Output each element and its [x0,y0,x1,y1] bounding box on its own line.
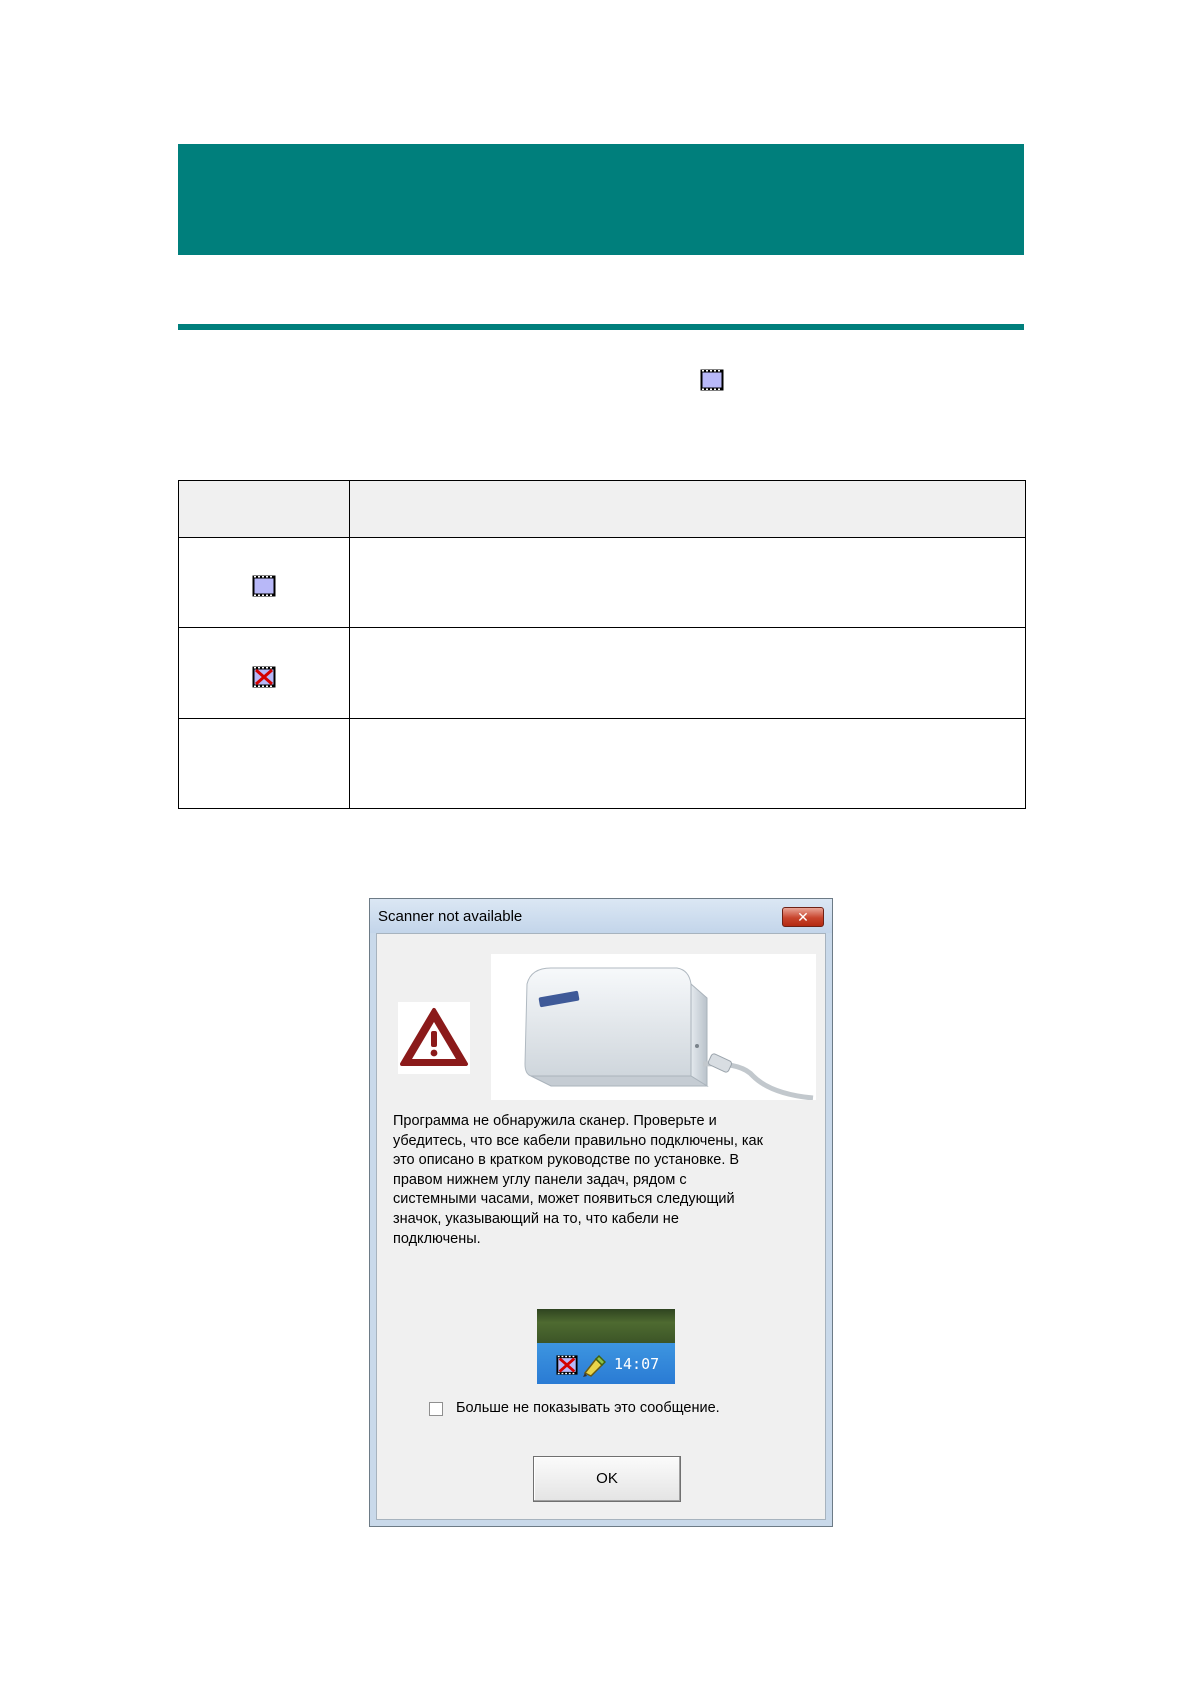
film-frame-icon [700,368,724,392]
table-header-cell [179,481,350,538]
film-frame-crossed-icon [555,1354,579,1381]
table-cell-icon [179,628,350,718]
film-frame-icon [252,574,276,598]
pen-tray-icon [582,1353,606,1382]
section-divider [178,324,1024,330]
table-row [179,628,1026,718]
dialog-title: Scanner not available [378,908,523,925]
table-cell-description [350,628,1026,718]
dont-show-again-label[interactable]: Больше не показывать это сообщение. [456,1400,720,1416]
table-cell-description [350,718,1026,808]
ok-button[interactable]: OK [533,1456,681,1502]
table-header-row [179,481,1026,538]
table-cell-icon [179,538,350,628]
film-frame-crossed-icon [252,665,276,689]
dialog-title-bar[interactable] [370,899,832,933]
scanner-not-available-dialog [369,898,833,1527]
close-icon: ✕ [797,909,809,925]
table-row [179,538,1026,628]
close-button[interactable] [782,907,824,927]
table-cell-description [350,538,1026,628]
desktop-background [537,1309,675,1343]
tray-clock: 14:07 [614,1355,660,1373]
warning-icon [398,1002,470,1074]
scanner-image [491,954,816,1100]
table-row [179,718,1026,808]
table-header-cell [350,481,1026,538]
dialog-content [376,933,826,1520]
icon-status-table [178,480,1026,809]
dialog-message: Программа не обнаружила сканер. Проверьте и убедитесь, что все кабели правильно подключены, как это описано в кратком руководстве по установке. В правом нижнем углу панели задач, рядом с системными часами, может появиться следующий значок, указывающий на то, что кабели не подключены. [393,1113,763,1247]
taskbar-tray-image [537,1309,675,1384]
dont-show-again-checkbox[interactable] [429,1402,443,1416]
section-header-band [178,144,1024,255]
table-cell-icon [179,718,350,808]
